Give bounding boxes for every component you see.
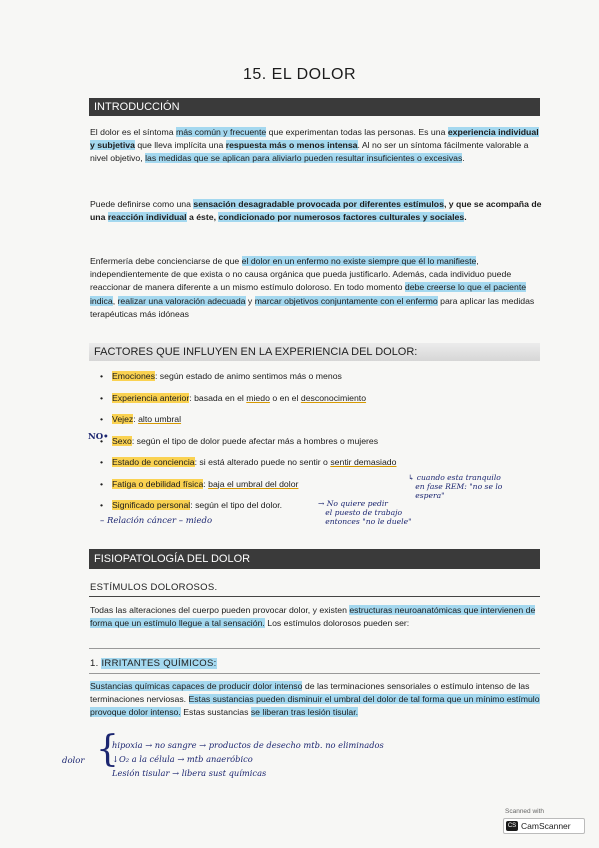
text-run: miedo (246, 392, 270, 403)
text-run: El dolor es el síntoma (90, 127, 176, 137)
list-item (112, 369, 396, 391)
list-item (112, 412, 396, 434)
handwritten-note-fatigue: ↳ cuando esta tranquilo en fase REM: "no se lo espera" (408, 473, 503, 500)
text-run: que experimentan todas las personas. Es una (266, 127, 448, 137)
intro-paragraph-3 (90, 255, 542, 321)
text-run: sentir demasiado (330, 457, 397, 467)
text-run: Significado personal (112, 500, 191, 510)
text-run: Puede definirse como una (90, 199, 194, 209)
divider (89, 673, 540, 674)
text-run: Sexo (112, 435, 132, 446)
handwritten-brace-icon: { (96, 729, 119, 770)
text-run: el dolor en un enfermo no existe siempre que él lo manifieste (241, 256, 477, 266)
handwritten-no-mark: NO• (88, 432, 109, 442)
text-run: Estas sustancias (180, 707, 251, 718)
handwritten-notes (112, 738, 384, 780)
divider (89, 596, 540, 597)
text-run: respuesta más o menos intensa (225, 140, 358, 151)
text-run: . (462, 153, 465, 164)
text-run: para aplicar las medidas terapéuticas más idóneas (90, 295, 535, 319)
watermark-caption: Scanned with (505, 808, 545, 815)
camscanner-watermark (503, 818, 585, 834)
text-run: sensación desagradable provocada por diferentes estímulos (193, 199, 444, 209)
handwritten-line: hipoxia → no sangre → productos de desecho mtb. no eliminados (112, 740, 384, 750)
section-header-factores: FACTORES QUE INFLUYEN EN LA EXPERIENCIA DEL DOLOR: (89, 343, 540, 361)
handwritten-line: Lesión tisular → libera sust químicas (112, 768, 267, 778)
text-run: más común y frecuente (175, 127, 267, 137)
text-run: las medidas que se aplican para aliviarlo pueden resultar insuficientes o excesivas (145, 153, 463, 164)
camscanner-logo-icon: CS (507, 823, 517, 829)
text-run: Todas las alteraciones del cuerpo pueden provocar dolor, y existen (90, 605, 350, 615)
text-run: de las terminaciones sensoriales o estímulo intenso de las terminaciones nerviosas. (90, 681, 530, 705)
text-run: , y que se acompaña de una (90, 199, 542, 223)
list-item (112, 391, 396, 413)
text-run: realizar una valoración adecuada (117, 295, 246, 306)
list-item (112, 434, 396, 456)
irritants-title: IRRITANTES QUÍMICOS: (101, 658, 217, 669)
text-run: o en el (269, 392, 301, 403)
text-run: que lleva implícita una (134, 140, 226, 151)
list-item (112, 477, 396, 499)
text-run: y (245, 295, 255, 306)
text-run: condicionado por numerosos factores culturales y sociales (218, 212, 465, 223)
text-run: , independientemente de que exista o no causa orgánica que pueda justificarlo. Además, cada individuo puede reaccionar de manera diferente a un mismo estímulo doloroso. En todo momento (90, 256, 512, 293)
intro-paragraph-1 (90, 126, 542, 166)
list-item (112, 455, 396, 477)
handwritten-note-personal: → No quiere pedir el puesto de trabajo entonces "no le duele" (318, 499, 412, 526)
irritants-heading (90, 658, 217, 669)
camscanner-brand: CamScanner (521, 821, 571, 831)
handwritten-note-relation: – Relación cáncer – miedo (100, 516, 213, 526)
section-header-fisiopatologia: FISIOPATOLOGÍA DEL DOLOR (89, 549, 540, 569)
text-run: Enfermería debe concienciarse de que (90, 256, 242, 266)
text-run: Fatiga o debilidad física (112, 478, 204, 489)
text-run: experiencia individual y subjetiva (90, 127, 539, 151)
handwritten-line: ↓O₂ a la célula → mtb anaeróbico (112, 754, 253, 764)
text-run: debe creerse lo que el paciente indica (90, 282, 527, 306)
text-run: : (133, 414, 139, 424)
text-run: Estado de conciencia (112, 457, 195, 467)
irritants-number: 1. (90, 658, 99, 669)
text-run: se liberan tras lesión tisular. (250, 707, 359, 718)
page-title: 15. EL DOLOR (242, 66, 356, 83)
text-run: baja el umbral del dolor (208, 478, 299, 489)
text-run: reacción individual (107, 212, 187, 223)
text-run: , (112, 295, 118, 306)
text-run: Experiencia anterior (112, 392, 190, 403)
handwritten-label-dolor: dolor (62, 756, 85, 766)
text-run: Emociones (112, 371, 155, 381)
physio-paragraph-1 (90, 604, 542, 630)
intro-paragraph-2 (90, 198, 542, 224)
divider (89, 648, 540, 649)
text-run: : basada en el (189, 392, 247, 403)
text-run: . Al no ser un síntoma fácilmente valorable a nivel objetivo, (90, 140, 529, 164)
text-run: . (464, 212, 467, 223)
text-run: Vejez (112, 414, 134, 424)
text-run: : según el tipo del dolor. (190, 500, 283, 510)
text-run: Los estímulos dolorosos pueden ser: (264, 618, 410, 629)
text-run: alto umbral (138, 414, 182, 424)
factors-list (112, 369, 396, 520)
text-run: Estas sustancias pueden disminuir el umbral del dolor de tal forma que un mínimo estímulo provoque dolor intenso. (90, 694, 540, 718)
physio-paragraph-2 (90, 680, 542, 720)
text-run: : según el tipo de dolor puede afectar más a hombres o mujeres (131, 435, 379, 446)
text-run: a éste, (186, 212, 219, 223)
text-run: desconocimiento (300, 392, 367, 403)
text-run: estructuras neuroanatómicas que intervienen de forma que un estímulo llegue a tal sensación. (90, 605, 536, 629)
text-run: : si está alterado puede no sentir o (194, 457, 331, 467)
text-run: : según estado de animo sentimos más o menos (154, 371, 342, 381)
section-header-introduccion: INTRODUCCIÓN (89, 98, 540, 116)
subheader-estimulos: ESTÍMULOS DOLOROSOS. (90, 582, 218, 593)
text-run: : (203, 478, 209, 489)
text-run: Sustancias químicas capaces de producir dolor intenso (90, 681, 303, 691)
text-run: marcar objetivos conjuntamente con el enfermo (254, 295, 438, 306)
